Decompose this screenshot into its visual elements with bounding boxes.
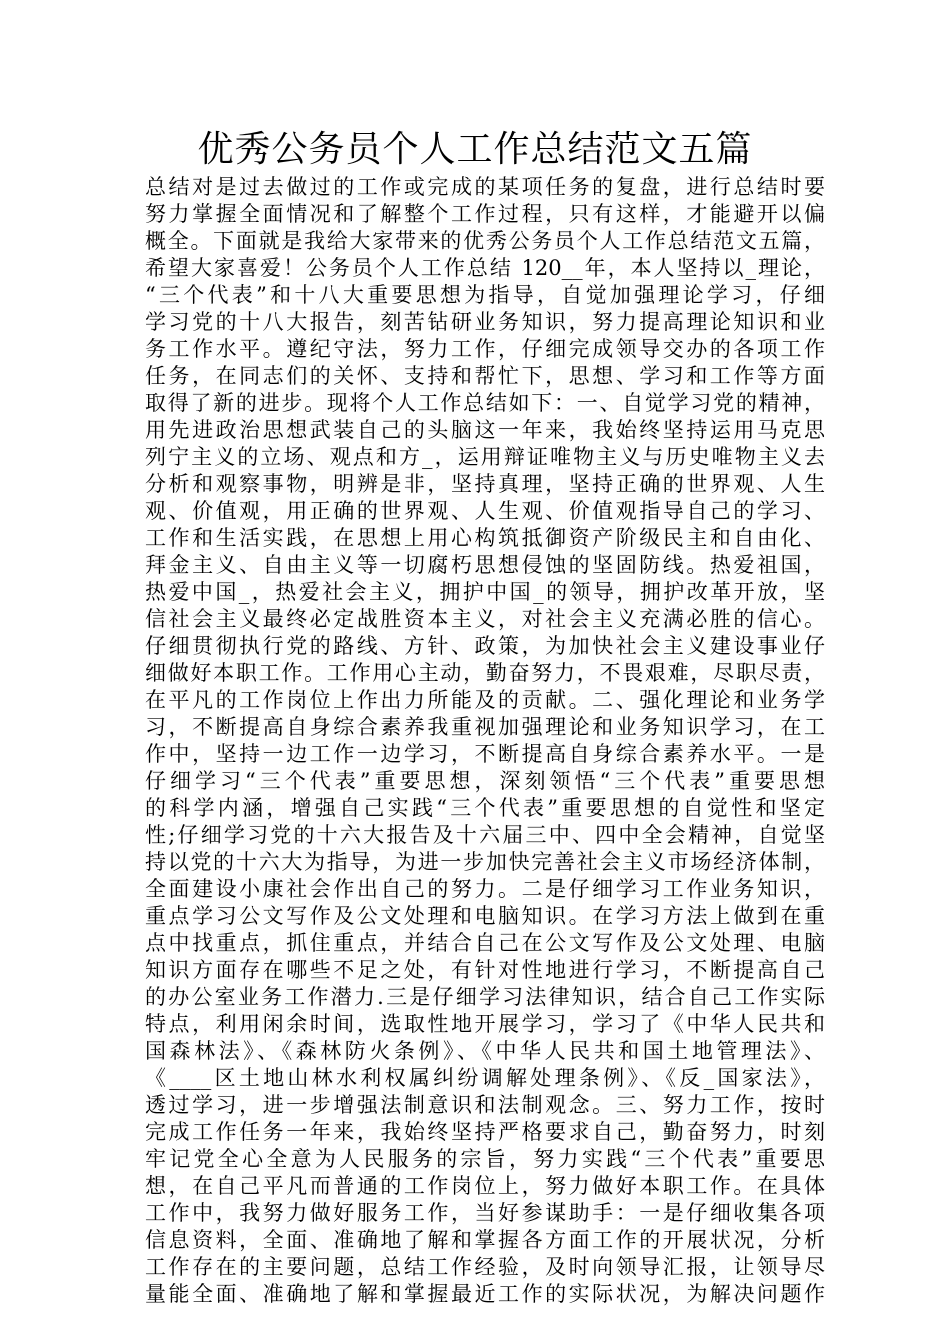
body-text-line: 特点，利用闲余时间，选取性地开展学习，学习了《中华人民共和 xyxy=(145,1012,825,1036)
body-text-line: 努力掌握全面情况和了解整个工作过程，只有这样，才能避开以偏 xyxy=(145,202,825,226)
body-text-line: 工作存在的主要问题，总结工作经验，及时向领导汇报，让领导尽 xyxy=(145,1255,825,1279)
body-text-line: 总结对是过去做过的工作或完成的某项任务的复盘，进行总结时要 xyxy=(145,175,825,199)
body-text-line: 观、价值观，用正确的世界观、人生观、价值观指导自己的学习、 xyxy=(145,499,825,523)
body-text-line: 重点学习公文写作及公文处理和电脑知识。在学习方法上做到在重 xyxy=(145,904,825,928)
body-text-line: 热爱中国_，热爱社会主义，拥护中国_的领导，拥护改革开放，坚 xyxy=(145,580,825,604)
body-text-line: 拜金主义、自由主义等一切腐朽思想侵蚀的坚固防线。热爱祖国， xyxy=(145,553,825,577)
body-text-line: 的科学内涵，增强自己实践“三个代表”重要思想的自觉性和坚定 xyxy=(145,796,825,820)
body-text-line: 透过学习，进一步增强法制意识和法制观念。三、努力工作，按时 xyxy=(145,1093,825,1117)
body-text-line: 的办公室业务工作潜力.三是仔细学习法律知识，结合自己工作实际 xyxy=(145,985,825,1009)
body-text-line: 任务，在同志们的关怀、支持和帮忙下，思想、学习和工作等方面 xyxy=(145,364,825,388)
document-body xyxy=(145,174,825,1308)
body-text-line: 想，在自己平凡而普通的工作岗位上，努力做好本职工作。在具体 xyxy=(145,1174,825,1198)
body-text-line: 分析和观察事物，明辨是非，坚持真理，坚持正确的世界观、人生 xyxy=(145,472,825,496)
body-text-line: 完成工作任务一年来，我始终坚持严格要求自己，勤奋努力，时刻 xyxy=(145,1120,825,1144)
body-text-line: 习，不断提高自身综合素养我重视加强理论和业务知识学习，在工 xyxy=(145,715,825,739)
body-text-line: 持以党的十六大为指导，为进一步加快完善社会主义市场经济体制， xyxy=(145,850,825,874)
body-text-line: 信息资料，全面、准确地了解和掌握各方面工作的开展状况，分析 xyxy=(145,1228,825,1252)
body-text-line: 《____区土地山林水利权属纠纷调解处理条例》、《反_国家法》， xyxy=(145,1066,825,1090)
body-text-line: 工作中，我努力做好服务工作，当好参谋助手：一是仔细收集各项 xyxy=(145,1201,825,1225)
body-text-line: 列宁主义的立场、观点和方_，运用辩证唯物主义与历史唯物主义去 xyxy=(145,445,825,469)
body-text-line: 信社会主义最终必定战胜资本主义，对社会主义充满必胜的信心。 xyxy=(145,607,825,631)
body-text-line: 全面建设小康社会作出自己的努力。二是仔细学习工作业务知识， xyxy=(145,877,825,901)
body-text-line: 概全。下面就是我给大家带来的优秀公务员个人工作总结范文五篇， xyxy=(145,229,825,253)
body-text-line: 知识方面存在哪些不足之处，有针对性地进行学习，不断提高自己 xyxy=(145,958,825,982)
body-text-line: 学习党的十八大报告，刻苦钻研业务知识，努力提高理论知识和业 xyxy=(145,310,825,334)
body-text-line: 仔细学习“三个代表”重要思想，深刻领悟“三个代表”重要思想 xyxy=(145,769,825,793)
body-text-line: 牢记党全心全意为人民服务的宗旨，努力实践“三个代表”重要思 xyxy=(145,1147,825,1171)
body-text-line: 取得了新的进步。现将个人工作总结如下：一、自觉学习党的精神， xyxy=(145,391,825,415)
body-text-line: 在平凡的工作岗位上作出力所能及的贡献。二、强化理论和业务学 xyxy=(145,688,825,712)
body-text-line: 工作和生活实践，在思想上用心构筑抵御资产阶级民主和自由化、 xyxy=(145,526,825,550)
body-text-line: 务工作水平。遵纪守法，努力工作，仔细完成领导交办的各项工作 xyxy=(145,337,825,361)
body-text-line: 性;仔细学习党的十六大报告及十六届三中、四中全会精神，自觉坚 xyxy=(145,823,825,847)
body-text-line: 细做好本职工作。工作用心主动，勤奋努力，不畏艰难，尽职尽责， xyxy=(145,661,825,685)
body-text-line: “三个代表”和十八大重要思想为指导，自觉加强理论学习，仔细 xyxy=(145,283,825,307)
body-text-line: 用先进政治思想武装自己的头脑这一年来，我始终坚持运用马克思 xyxy=(145,418,825,442)
body-text-line: 希望大家喜爱！公务员个人工作总结 120__年，本人坚持以_理论， xyxy=(145,256,825,280)
body-text-line: 点中找重点，抓住重点，并结合自己在公文写作及公文处理、电脑 xyxy=(145,931,825,955)
body-text-line: 仔细贯彻执行党的路线、方针、政策，为加快社会主义建设事业仔 xyxy=(145,634,825,658)
document-title: 优秀公务员个人工作总结范文五篇 xyxy=(197,129,753,170)
body-text-line: 作中，坚持一边工作一边学习，不断提高自身综合素养水平。一是 xyxy=(145,742,825,766)
body-text-line: 国森林法》、《森林防火条例》、《中华人民共和国土地管理法》、 xyxy=(145,1039,825,1063)
body-text-line: 量能全面、准确地了解和掌握最近工作的实际状况，为解决问题作 xyxy=(145,1282,825,1306)
